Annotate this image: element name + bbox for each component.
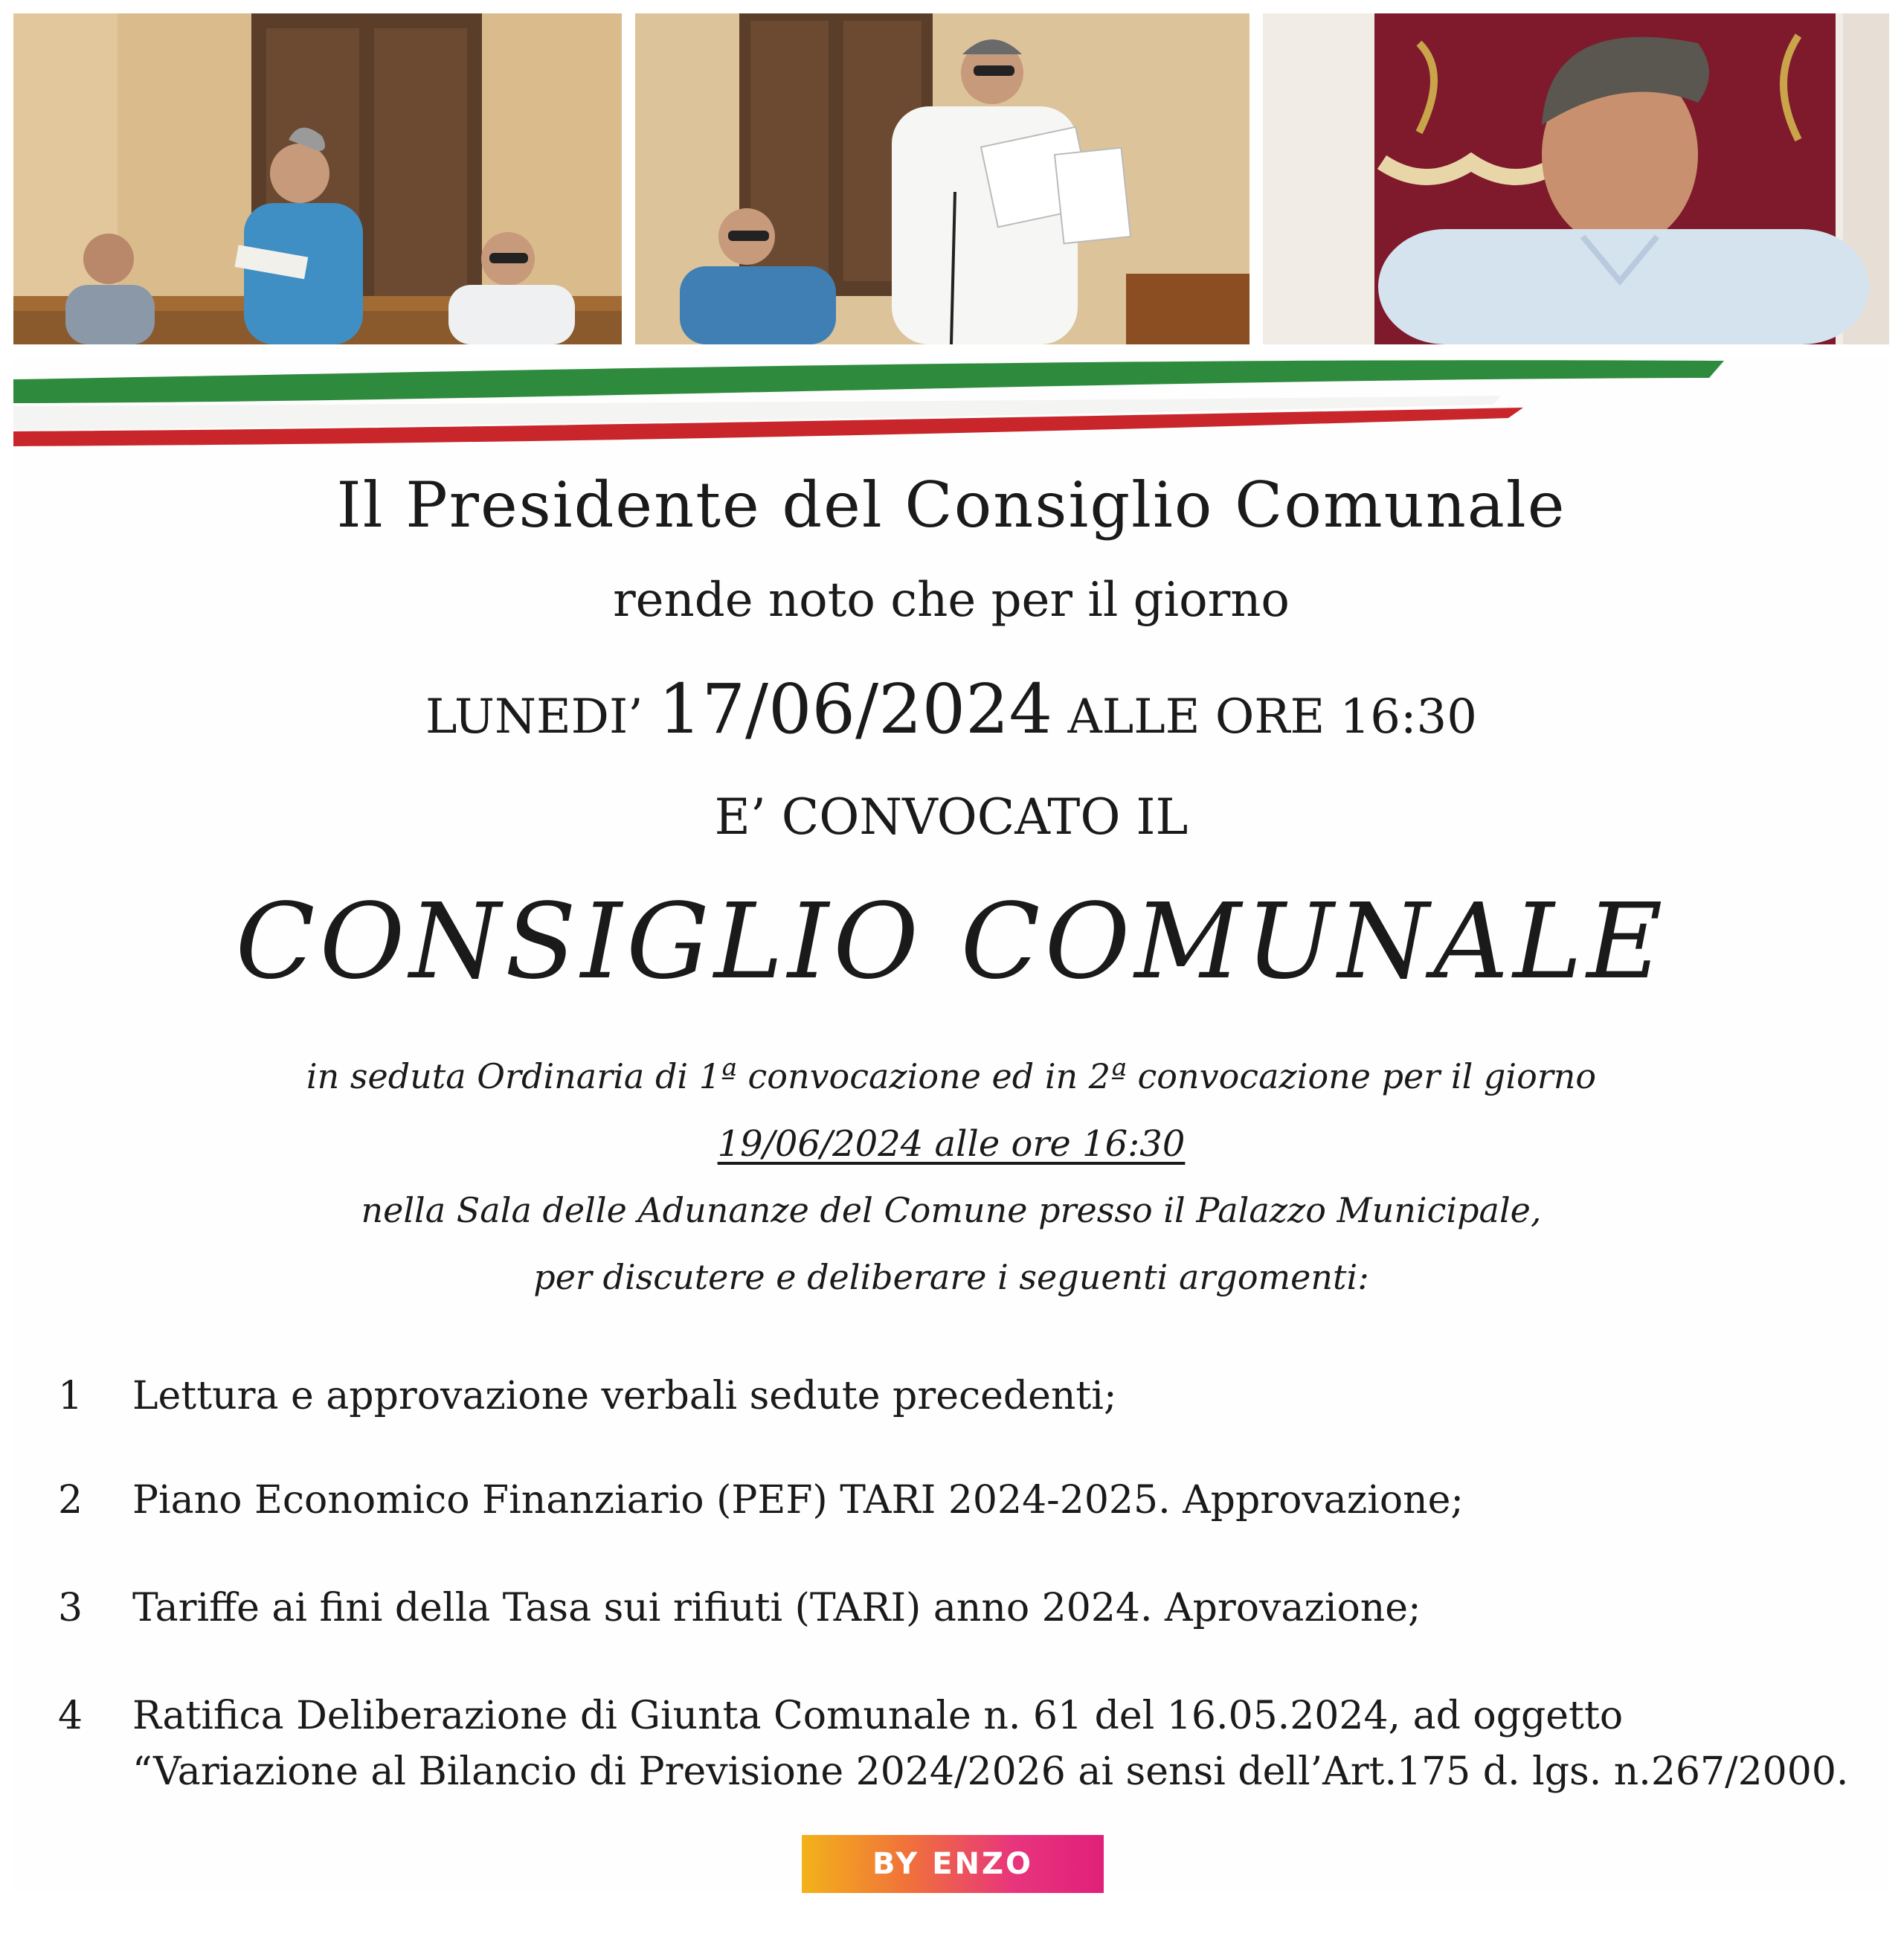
council-heading: CONSIGLIO COMUNALE: [235, 881, 1667, 1003]
agenda-number: 4: [58, 1694, 83, 1738]
agenda-text: Ratifica Deliberazione di Giunta Comunale n. 61 del 16.05.2024, ad oggetto: [132, 1694, 1624, 1738]
meeting-date-line: [13, 669, 1889, 749]
agenda-text: Lettura e approvazione verbali sedute precedenti;: [132, 1374, 1117, 1418]
flag-stripes-icon: [13, 357, 1889, 461]
meeting-date: 17/06/2024: [657, 669, 1053, 749]
second-date-text: 19/06/2024 alle ore 16:30: [717, 1123, 1186, 1165]
second-convocation-date: [13, 1123, 1889, 1165]
watermark-badge: BY ENZO LACOPO: [802, 1835, 1104, 1893]
meeting-time: ALLE ORE 16:30: [1067, 690, 1477, 745]
agenda-text: Piano Economico Finanziario (PEF) TARI 2024-2025. Approvazione;: [132, 1478, 1464, 1523]
agenda-text: Tariffe ai fini della Tasa sui rifiuti (TARI) anno 2024. Aprovazione;: [132, 1586, 1421, 1630]
agenda-item: [58, 1581, 1858, 1636]
location-text: nella Sala delle Adunanze del Comune presso il Palazzo Municipale,: [361, 1190, 1542, 1230]
agenda-number: 2: [58, 1478, 83, 1523]
photo-council-speaker: [13, 13, 622, 344]
agenda-number: 1: [58, 1374, 83, 1418]
agenda-number: 3: [58, 1586, 83, 1630]
agenda-item: [58, 1473, 1858, 1529]
agenda-item: [58, 1688, 1858, 1801]
notice-subtitle: rende noto che per il giorno: [613, 573, 1290, 628]
meeting-weekday: LUNEDI’: [425, 690, 643, 745]
convocato-text: E’ CONVOCATO IL: [714, 788, 1189, 846]
council-notice: [13, 357, 1889, 1891]
agenda-item: [58, 1369, 1858, 1424]
photo-speaker-papers: [635, 13, 1250, 344]
agenda-text-continued: “Variazione al Bilancio di Previsione 2024/2026 ai sensi dell’Art.175 d. lgs. n.267/2000.: [132, 1749, 1849, 1795]
session-text: in seduta Ordinaria di 1ª convocazione ed in 2ª convocazione per il giorno: [306, 1056, 1597, 1096]
agenda-intro: per discutere e deliberare i seguenti argomenti:: [533, 1257, 1369, 1297]
photo-portrait-banner: [1263, 13, 1889, 344]
notice-title: Il Presidente del Consiglio Comunale: [336, 469, 1566, 541]
